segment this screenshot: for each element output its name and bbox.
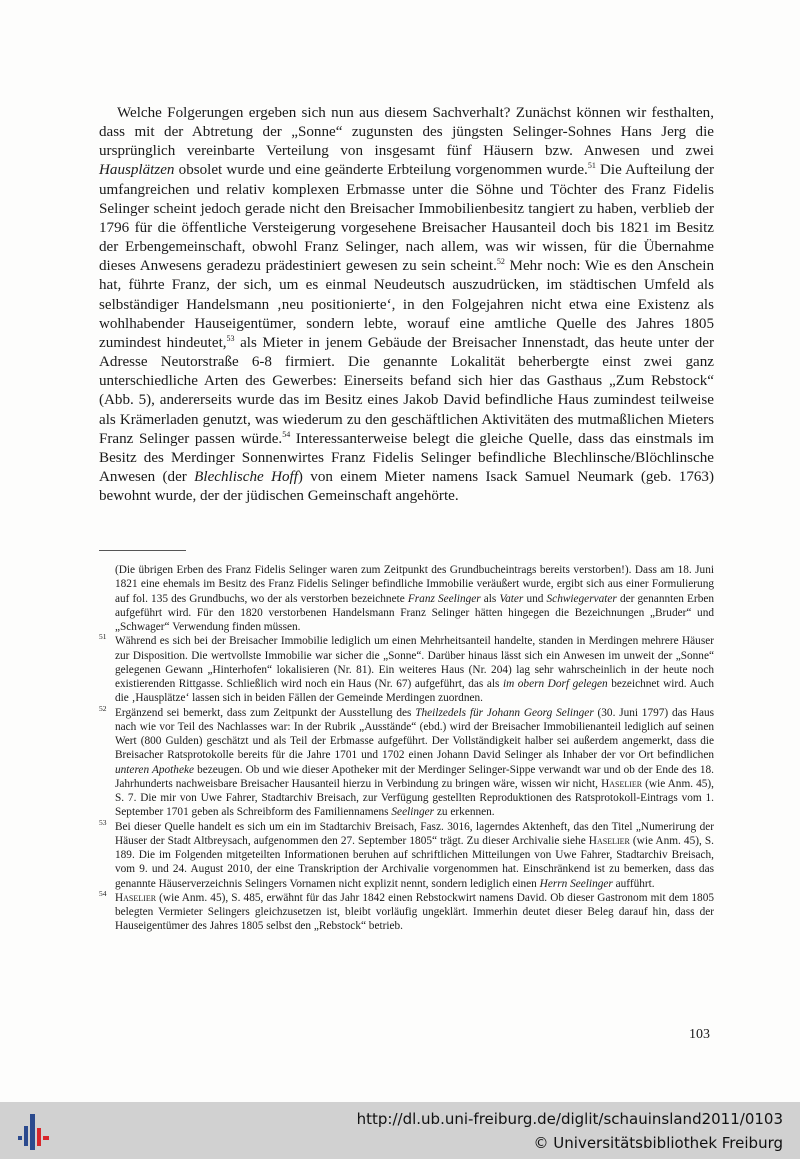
footnote-number: 52 — [99, 703, 107, 713]
document-url-link[interactable]: http://dl.ub.uni-freiburg.de/diglit/schauinsland2011/0103 — [356, 1110, 783, 1128]
footnote-51: 51 Während es sich bei der Breisacher Immobilie lediglich um einen Mehrheitsanteil handelte, standen in Merdingen mehrere Häuser zur Disposition. Die wertvollste Immobilie war sicher die „Sonne“. Darüber hinaus lässt sich ein Anwesen im unweit der „Sonne“ gelegenen Gewann „Hinterhofen“ lokalisieren (Nr. 81). Ein weiteres Haus (Nr. 204) lag sehr wahrscheinlich in der heute noch existierenden Rittgasse. Schließlich wird noch ein Haus (Nr. 67) aufgeführt, das als im obern Dorf gelegen bezeichnet wird. Auch die ‚Hausplätze‘ lassen sich in beiden Fällen der Gemeinde Merdingen zuordnen. — [99, 632, 715, 705]
main-paragraph: Welche Folgerungen ergeben sich nun aus diesem Sachverhalt? Zunächst können wir festhalten, dass mit der Abtretung der „Sonne“ zugunsten des jüngsten Selinger-Sohnes Hans Jerg die ursprünglich vereinbarte Verteilung von insgesamt fünf Häusern bzw. Anwesen und zwei Hausplätzen obsolet wurde und eine geänderte Erbteilung vorgenommen wurde.$^{51}$ Die Aufteilung der umfangreichen und relativ komplexen Erbmasse unter die Söhne und Töchter des Franz Fidelis Selinger scheint jedoch gerade nicht den Breisacher Immobilienbesitz tangiert zu haben, verblieb der 1796 für die öffentliche Versteigerung vorgesehene Breisacher Hausanteil doch bis 1821 im Besitz der Erbengemeinschaft, obwohl Franz Selinger, nach allem, was wir wissen, für die Übernahme dieses Anwesens geradezu prädestiniert gewesen zu sein scheint.$^{52}$ Mehr noch: Wie es den Anschein hat, führte Franz, der sich, um es einmal Neudeutsch auszudrücken, im städtischen Umfeld als selbständiger Handelsmann ‚neu positionierte‘, in den Folgejahren nicht etwa eine Existenz als wohlhabender Hauseigentümer, sondern lebte, worauf eine amtliche Quelle des Jahres 1805 zumindest hindeutet,$^{53}$ als Mieter in jenem Gebäude der Breisacher Innenstadt, das heute unter der Adresse Neutorstraße 6-8 firmiert. Die genannte Lokalität beherbergte einst zwei ganz unterschiedliche Arten des Gewerbes: Einerseits befand sich hier das Gasthaus „Zum Rebstock“ (Abb. 5), andererseits wurde das im Besitz eines Jakob David befindliche Haus zumindest teilweise als Krämerladen genutzt, was wiederum zu den geschäftlichen Aktivitäten des mutmaßlichen Mieters Franz Selinger passen würde.$^{54}$ Interessanterweise belegt die gleiche Quelle, dass das einstmals im Besitz des Merdinger Sonnenwirtes Franz Fidelis Selinger befindliche Blechlinsche/Blöchlinsche Anwesen (der Blechlische Hoff) von einem Mieter namens Isack Samuel Neumark (geb. 1763) bewohnt wurde, der der jüdischen Gemeinschaft angehörte. — [99, 105, 715, 505]
copyright-text: © Universitätsbibliothek Freiburg — [533, 1134, 783, 1152]
footnote-separator — [99, 550, 186, 551]
footnote-number: 53 — [99, 817, 107, 827]
footer-bar — [0, 1102, 800, 1159]
main-text — [99, 104, 714, 506]
footnote-ref: 51 — [587, 161, 596, 171]
footnote-number: 51 — [99, 632, 107, 642]
footnote-continuation: (Die übrigen Erben des Franz Fidelis Selinger waren zum Zeitpunkt des Grundbucheintrags bereits verstorben!). Dass am 18. Juni 1821 eine ehemals im Besitz des Franz Fidelis Selinger befindliche Immobilie veräußert wurde, ergibt sich aus einer Formulierung auf fol. 135 des Grundbuchs, wo der als verstorben bezeichnete Franz Seelinger als Vater und Schwiegervater der genannten Erben aufgeführt wird. Für den 1820 verstorbenen Handelsmann Franz Selinger hätten hingegen die Bezeichnungen „Bruder“ und „Schwager“ Verwendung finden müssen. — [115, 564, 715, 633]
footnote-ref: 52 — [496, 257, 505, 267]
footnotes — [99, 563, 714, 934]
footnote-53: 53 Bei dieser Quelle handelt es sich um ein im Stadtarchiv Breisach, Fasz. 3016, lagerndes Aktenheft, das den Titel „Numerirung der Häuser der Stadt Altbreysach, aufgenommen den 27. September 1805“ trägt. Zu dieser Archivalie siehe Haselier (wie Anm. 45), S. 189. Die im Folgenden mitgeteilten Informationen beruhen auf schriftlichen Mitteilungen von Uwe Fahrer, Stadtarchiv Breisach, vom 9. und 24. August 2010, der eine Transkription der Archivalie vorgenommen hat. Einschränkend ist zu bemerken, dass das genannte Häuserverzeichnis Selingers Vornamen nicht explizit nennt, sondern lediglich einen Herrn Seelinger aufführt. — [99, 817, 714, 890]
footnote-54: 54 Haselier (wie Anm. 45), S. 485, erwähnt für das Jahr 1842 einen Rebstockwirt namens David. Ob dieser Gastronom mit dem 1805 belegten Vermieter Selingers gleichzusetzen ist, bleibt vorläufig ungeklärt. Immerhin deutet dieser Beleg darauf hin, dass der Hauseigentümer des Jahres 1805 selbst den „Rebstock“ betrieb. — [99, 888, 714, 933]
footnote-number: 54 — [99, 888, 107, 898]
footnote-52: 52 Ergänzend sei bemerkt, dass zum Zeitpunkt der Ausstellung des Theilzedels für Johann Georg Selinger (30. Juni 1797) das Haus nach wie vor Teil des Nachlasses war: In der Rubrik „Ausstände“ (ebd.) wird der Breisacher Immobilienanteil lediglich auf seinen Wert (800 Gulden) geschätzt und als Teil der Erbmasse aufgeführt. Der Vollständigkeit halber sei außerdem angemerkt, dass die Breisacher Ratsprotokolle bereits für die Jahre 1701 und 1702 einen Johann David Selinger als Inhaber der vor Ort befindlichen unteren Apotheke bezeugen. Ob und wie dieser Apotheker mit der Merdinger Selinger-Sippe verwandt war und ob der Ende des 18. Jahrhunderts nachweisbare Breisacher Hausanteil hierzu in Verbindung zu bringen wäre, wissen wir nicht, Haselier (wie Anm. 45), S. 7. Die mir von Uwe Fahrer, Stadtarchiv Breisach, zur Verfügung gestellten Reproduktionen des Ratsprotokoll-Eintrags vom 1. September 1701 geben als Schreibform des Familiennamens Seelinger zu erkennen. — [99, 703, 715, 819]
footnote-ref: 54 — [282, 429, 291, 439]
page-number: 103 — [689, 1027, 710, 1042]
ub-freiburg-logo-icon — [12, 1110, 52, 1154]
footnote-ref: 53 — [226, 333, 235, 343]
